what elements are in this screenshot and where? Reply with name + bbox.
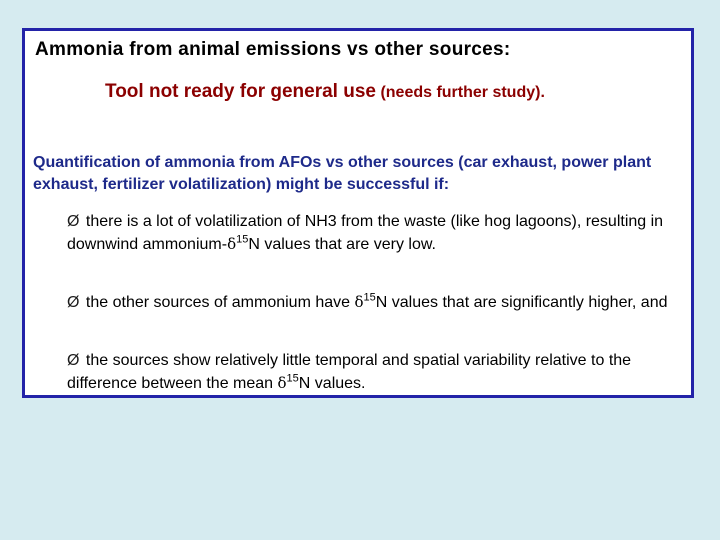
isotope-mass: 15 bbox=[363, 291, 376, 304]
slide-subtitle bbox=[105, 81, 545, 103]
delta-symbol: δ bbox=[277, 374, 287, 392]
delta-symbol: δ bbox=[354, 293, 364, 311]
bullet-text: N values that are very low. bbox=[248, 236, 436, 253]
bullet-text: the other sources of ammonium have bbox=[85, 294, 355, 311]
intro-text: Quantification of ammonia from AFOs vs other sources (car exhaust, power plant exhaust, fertilizer volatilization) might be successful if: bbox=[33, 154, 652, 193]
bullet-text: N values that are significantly higher, and bbox=[375, 294, 668, 311]
bullet-item-1 bbox=[67, 210, 687, 256]
arrow-bullet-icon: Ø bbox=[67, 213, 80, 230]
arrow-bullet-icon: Ø bbox=[67, 352, 80, 369]
delta-symbol: δ bbox=[227, 235, 237, 253]
isotope-mass: 15 bbox=[236, 233, 249, 246]
bullet-item-2 bbox=[67, 291, 687, 314]
arrow-bullet-icon: Ø bbox=[67, 294, 80, 311]
bullet-text: the sources show relatively little temporal and spatial variability relative to the difference between the mean bbox=[67, 352, 632, 392]
slide-title: Ammonia from animal emissions vs other sources: bbox=[35, 39, 511, 60]
isotope-mass: 15 bbox=[286, 372, 299, 385]
bullet-text: N values. bbox=[298, 375, 366, 392]
bullet-text: there is a lot of volatilization of NH3 from the waste (like hog lagoons), resulting in downwind ammonium- bbox=[67, 213, 664, 253]
slide-content-box bbox=[22, 28, 694, 398]
bullet-item-3 bbox=[67, 349, 687, 395]
subtitle-main: Tool not ready for general use bbox=[105, 81, 376, 102]
subtitle-note: (needs further study). bbox=[380, 84, 545, 101]
